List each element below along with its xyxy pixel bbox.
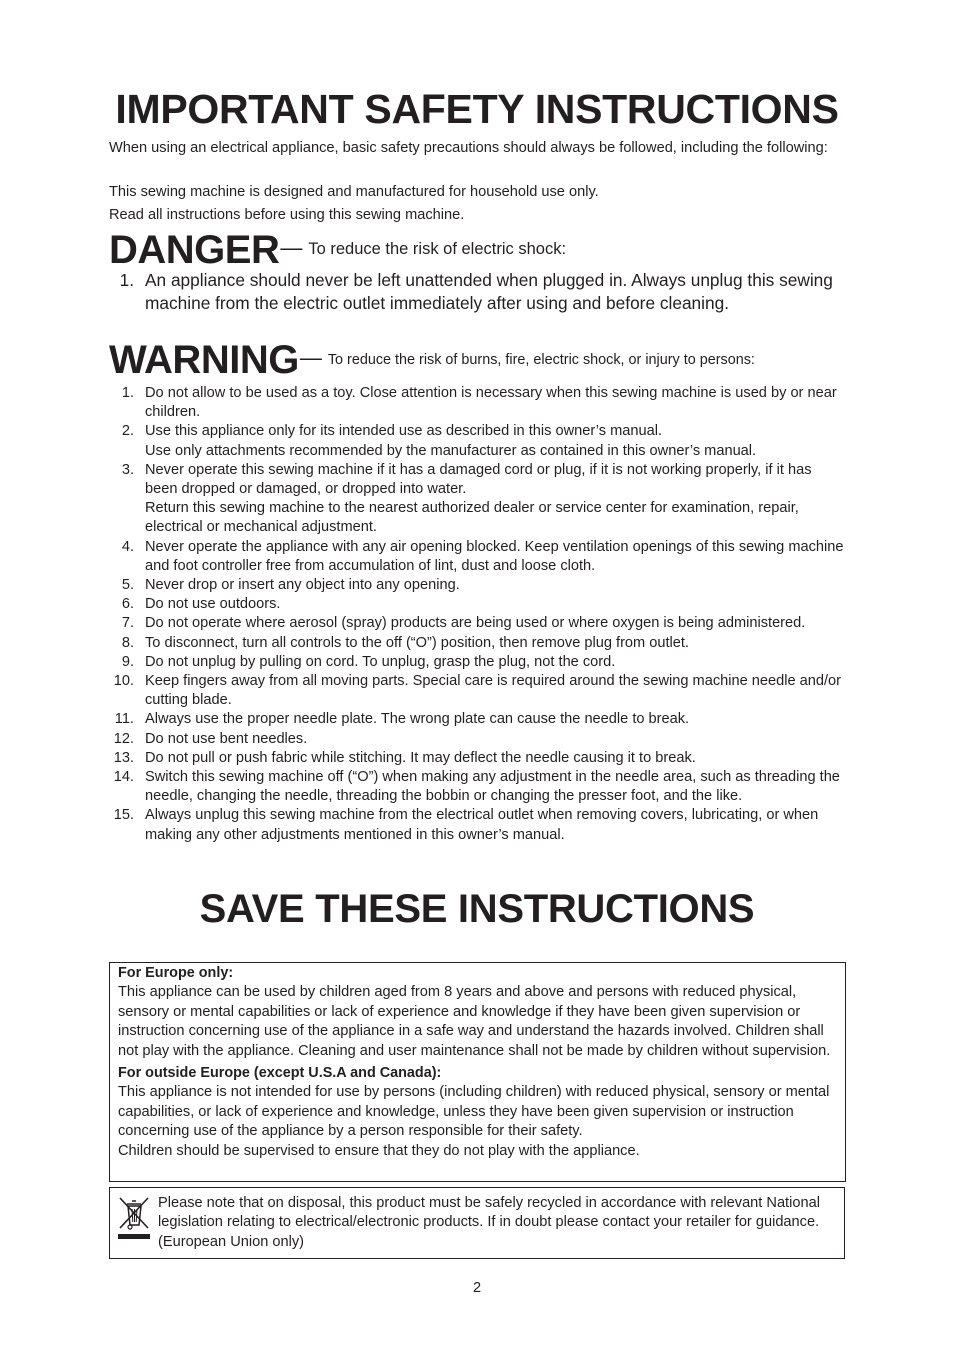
item-text: To disconnect, turn all controls to the off (“O”) position, then remove plug from outlet. xyxy=(145,634,690,651)
item-text: Use this appliance only for its intended use as described in this owner’s manual. xyxy=(145,423,663,440)
item-number: 14. xyxy=(113,769,134,786)
list-item xyxy=(109,768,844,806)
list-item xyxy=(109,269,844,314)
disposal-text: Please note that on disposal, this product must be safely recycled in accordance with relevant National legislation relating to electrical/electronic products. If in doubt please contact your retailer for guidance. (European Union only) xyxy=(158,1195,820,1250)
danger-label: DANGER xyxy=(109,228,280,272)
item-text: Keep fingers away from all moving parts. Special care is required around the sewing machine needle and/or cutting blade. xyxy=(145,673,842,709)
item-text: Do not unplug by pulling on cord. To unplug, grasp the plug, not the cord. xyxy=(145,653,616,670)
item-text: Switch this sewing machine off (“O”) when making any adjustment in the needle area, such as threading the needle, changing the needle, threading the bobbin or changing the presser foot, and the like. xyxy=(145,769,840,805)
item-number: 6. xyxy=(121,596,134,613)
item-number: 5. xyxy=(121,577,134,594)
disposal-notice-box xyxy=(109,1187,845,1259)
list-item xyxy=(109,653,844,672)
list-item xyxy=(109,634,844,653)
item-number: 1. xyxy=(121,385,134,401)
list-item xyxy=(109,538,844,576)
list-item xyxy=(109,749,844,768)
page-title: IMPORTANT SAFETY INSTRUCTIONS xyxy=(115,86,839,132)
item-text: Do not operate where aerosol (spray) products are being used or where oxygen is being administered. xyxy=(145,615,806,632)
item-extra-text: Use only attachments recommended by the manufacturer as contained in this owner’s manual. xyxy=(145,442,757,459)
list-item xyxy=(109,614,844,633)
item-number: 12. xyxy=(113,730,134,747)
crossed-out-wheelie-bin-icon xyxy=(118,1196,150,1244)
list-item xyxy=(109,730,844,749)
warning-subtitle: To reduce the risk of burns, fire, electric shock, or injury to persons: xyxy=(327,352,755,368)
europe-text: This appliance can be used by children aged from 8 years and above and persons with reduced physical, sensory or mental capabilities or lack of experience and knowledge if they have been given supervision or instruction concerning use of the appliance in a safe way and understand the hazards involved. Children shall not play with the appliance. Cleaning and user maintenance shall not be made by children without supervision. xyxy=(118,984,831,1059)
warning-dash: — xyxy=(299,345,322,370)
list-item xyxy=(109,422,844,460)
item-text: Do not use bent needles. xyxy=(145,730,308,747)
outside-europe-heading: For outside Europe (except U.S.A and Canada): xyxy=(118,1065,442,1082)
item-number: 8. xyxy=(121,634,134,651)
item-text: Do not allow to be used as a toy. Close attention is necessary when this sewing machine is used by or near children. xyxy=(145,385,837,421)
warning-label: WARNING xyxy=(109,338,299,382)
item-number: 4. xyxy=(121,538,134,555)
save-instructions-title: SAVE THESE INSTRUCTIONS xyxy=(199,887,755,931)
item-number: 2. xyxy=(121,423,134,440)
page-number: 2 xyxy=(472,1280,482,1296)
danger-list xyxy=(109,269,844,314)
item-text: Do not use outdoors. xyxy=(145,596,281,613)
intro-precautions: When using an electrical appliance, basic safety precautions should always be followed, including the following: xyxy=(109,140,828,156)
item-text: Never operate the appliance with any air opening blocked. Keep ventilation openings of this sewing machine and foot controller free from accumulation of lint, dust and loose cloth. xyxy=(145,538,844,574)
warning-list xyxy=(109,384,844,845)
list-item xyxy=(109,710,844,729)
danger-heading xyxy=(109,228,849,272)
europe-notice-box xyxy=(109,962,846,1182)
item-text: Always unplug this sewing machine from the electrical outlet when removing covers, lubricating, or when making any other adjustments mentioned in this owner’s manual. xyxy=(145,807,819,843)
intro-household-use: This sewing machine is designed and manufactured for household use only. xyxy=(109,184,599,200)
item-text: Never operate this sewing machine if it has a damaged cord or plug, if it is not working properly, if it has been dropped or damaged, or dropped into water. xyxy=(145,461,812,498)
list-item xyxy=(109,595,844,614)
list-item xyxy=(109,672,844,710)
item-number: 9. xyxy=(121,653,134,670)
item-extra-text: Return this sewing machine to the nearest authorized dealer or service center for examination, repair, electrical or mechanical adjustment. xyxy=(145,500,799,536)
item-number: 7. xyxy=(121,615,134,632)
list-item xyxy=(109,461,844,538)
item-number: 13. xyxy=(113,749,134,766)
item-number: 1. xyxy=(119,270,134,290)
item-number: 15. xyxy=(113,807,134,824)
list-item xyxy=(109,806,844,844)
outside-europe-text-2: Children should be supervised to ensure that they do not play with the appliance. xyxy=(118,1142,640,1159)
item-text: Always use the proper needle plate. The wrong plate can cause the needle to break. xyxy=(145,711,690,728)
item-number: 3. xyxy=(121,461,134,478)
list-item xyxy=(109,384,844,422)
europe-heading: For Europe only: xyxy=(118,965,234,981)
list-item xyxy=(109,576,844,595)
item-number: 11. xyxy=(114,711,134,728)
warning-heading xyxy=(109,338,849,382)
item-number: 10. xyxy=(113,673,134,690)
item-text: Do not pull or push fabric while stitching. It may deflect the needle causing it to break. xyxy=(145,749,696,766)
danger-subtitle: To reduce the risk of electric shock: xyxy=(308,240,567,258)
outside-europe-text: This appliance is not intended for use by persons (including children) with reduced physical, sensory or mental capabilities, or lack of experience and knowledge, unless they have been given supervision or instruction concerning use of the appliance by a person responsible for their safety. xyxy=(118,1084,830,1140)
item-text: Never drop or insert any object into any opening. xyxy=(145,577,460,594)
danger-dash: — xyxy=(280,235,303,260)
intro-read-all: Read all instructions before using this sewing machine. xyxy=(109,207,465,223)
item-text: An appliance should never be left unattended when plugged in. Always unplug this sewing machine from the electric outlet immediately after using and before cleaning. xyxy=(145,270,833,313)
